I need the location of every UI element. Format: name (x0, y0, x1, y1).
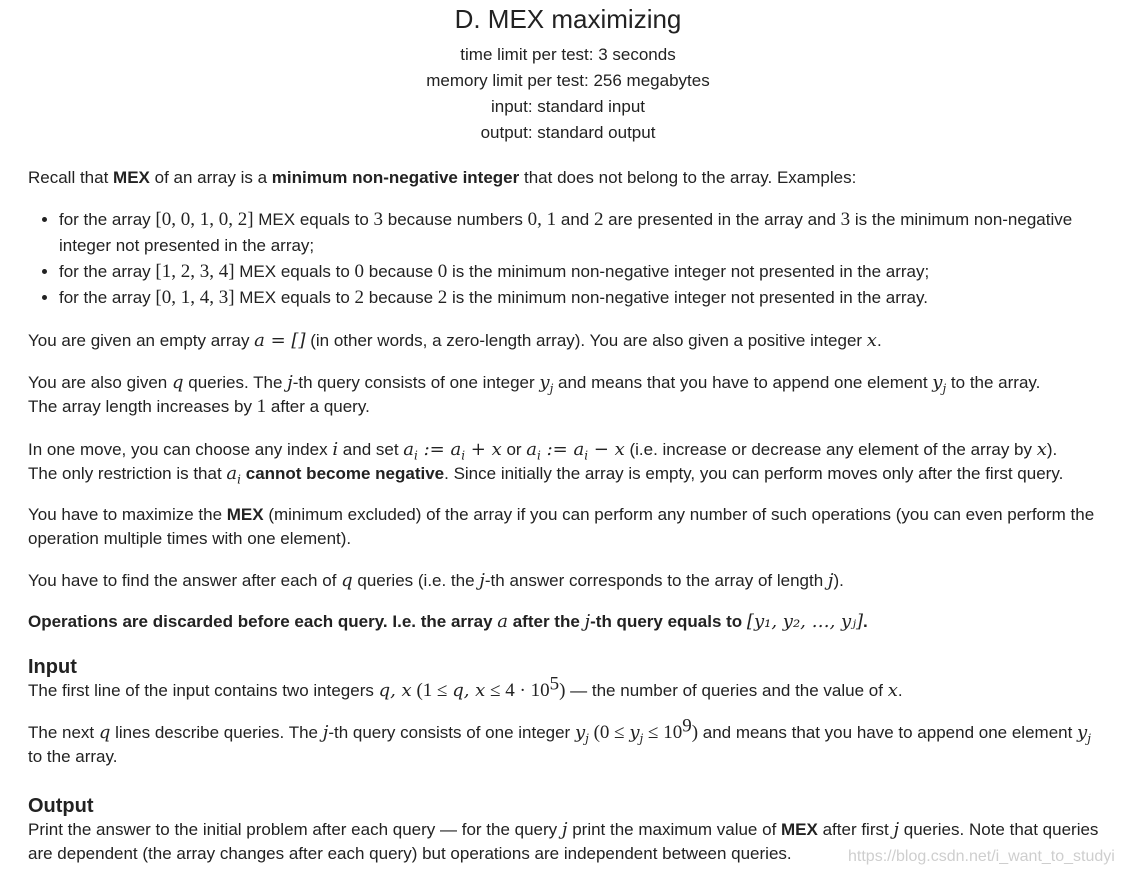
text: queries. The (183, 373, 288, 392)
text: The first line of the input contains two integers (28, 681, 379, 700)
subscript: j (1087, 731, 1091, 746)
math-variable: q (98, 722, 111, 743)
text: MEX equals to (234, 262, 355, 281)
math-variable: j (287, 372, 293, 393)
math-variable: x (1036, 439, 1047, 460)
subscript: j (585, 731, 589, 746)
math-variable (932, 372, 947, 396)
subscript: i (414, 448, 418, 463)
text: a (526, 439, 538, 460)
math-constraint: (1 ≤ (411, 680, 453, 701)
math-expression: a = [] (254, 330, 306, 351)
math-variable: q, x (378, 680, 412, 701)
math-number: 2 (593, 209, 604, 230)
problem-title: D. MEX maximizing (454, 4, 682, 34)
text: to the array. (28, 747, 118, 766)
text: MEX equals to (234, 288, 355, 307)
math-number: 2 (354, 287, 365, 308)
bold-term: MEX (781, 820, 818, 839)
text: The array length increases by (28, 397, 257, 416)
text: Recall that (28, 168, 114, 187)
text: — the number of queries and the value of (565, 681, 888, 700)
input-section-title: Input (28, 656, 77, 678)
discard-paragraph (28, 610, 1108, 634)
text: is the minimum non-negative integer not presented in the array; (447, 262, 930, 281)
bold-term: cannot become negative (245, 464, 445, 483)
input-section (28, 655, 1108, 769)
math-variable: q, x (452, 680, 486, 701)
text: You are also given (28, 373, 172, 392)
math-variable: j (479, 570, 485, 591)
text: and means that you have to append one element (698, 723, 1078, 742)
text: that does not belong to the array. Examples: (519, 168, 857, 187)
math-variable (1077, 722, 1091, 746)
text: -th query consists of one integer (292, 373, 540, 392)
math-number: 0, 1 (527, 209, 557, 230)
subscript: i (584, 448, 589, 463)
text: − x (588, 439, 625, 460)
example-item (59, 207, 1108, 259)
subscript: i (537, 448, 541, 463)
text: In one move, you can choose any index (28, 440, 333, 459)
math-variable: j (584, 611, 591, 632)
output-section-title: Output (28, 795, 94, 817)
example-item (59, 259, 1108, 285)
bold-term: MEX (226, 505, 264, 524)
math-variable: j (827, 570, 834, 591)
text: . (863, 612, 868, 631)
math-number: 3 (373, 209, 384, 230)
math-variable: x (866, 330, 877, 351)
math-variable: j (322, 722, 329, 743)
text: after first (817, 820, 894, 839)
math-constraint: ≤ 10 (643, 722, 683, 743)
math-array: [0, 1, 4, 3] (155, 287, 235, 308)
math-variable (226, 463, 241, 487)
time-limit: time limit per test: 3 seconds (460, 45, 676, 64)
math-number: 0 (437, 261, 448, 282)
intro-paragraph (28, 166, 1108, 190)
text: You are given an empty array (28, 331, 255, 350)
math-variable: i (332, 439, 339, 460)
text: Print the answer to the initial problem after each query — for the query (28, 820, 562, 839)
math-expression (403, 439, 502, 463)
text: y (539, 372, 550, 393)
text: for the array (59, 288, 156, 307)
watermark: https://blog.csdn.net/i_want_to_studyi (848, 848, 1115, 865)
maximize-paragraph (28, 503, 1108, 551)
math-variable: q (171, 372, 184, 393)
bold-term: minimum non-negative integer (271, 168, 520, 187)
text: -th answer corresponds to the array of length (484, 571, 828, 590)
text: Operations are discarded before each query. I.e. the array (28, 612, 498, 631)
text: of an array is a (149, 168, 272, 187)
text: because numbers (383, 210, 528, 229)
math-variable: j (893, 819, 900, 840)
math-array: [1, 2, 3, 4] (155, 261, 235, 282)
subscript: i (461, 448, 466, 463)
text: y (932, 372, 943, 393)
math-number: 1 (256, 396, 267, 417)
text: + x (465, 439, 502, 460)
input-spec: input: standard input (490, 97, 646, 116)
text: lines describe queries. The (110, 723, 323, 742)
math-variable: x (887, 680, 898, 701)
math-variable: a (497, 611, 508, 632)
math-number: 2 (437, 287, 448, 308)
text: and set (338, 440, 404, 459)
superscript: 9 (682, 715, 692, 737)
math-constraint: ) (559, 680, 566, 701)
text: . (897, 681, 903, 700)
text: -th query consists of one integer (328, 723, 575, 742)
text: after the (508, 612, 585, 631)
math-variable (574, 722, 589, 746)
text: (i.e. increase or decrease any element of the array by (624, 440, 1037, 459)
empty-array-paragraph (28, 329, 1108, 353)
text: . (876, 331, 882, 350)
subscript: j (639, 731, 644, 746)
text: after a query. (266, 397, 370, 416)
math-constraint: (0 ≤ (588, 722, 630, 743)
text: for the array (59, 210, 156, 229)
text: a (403, 439, 415, 460)
math-expression: [y₁, y₂, …, yⱼ] (746, 611, 863, 632)
math-array: [0, 0, 1, 0, 2] (155, 209, 254, 230)
text: print the maximum value of (567, 820, 782, 839)
text: for the array (59, 262, 156, 281)
text: The next (28, 723, 99, 742)
math-variable: j (561, 819, 568, 840)
text: and (556, 210, 594, 229)
text: The only restriction is that (28, 464, 227, 483)
math-variable (629, 722, 644, 746)
subscript: i (237, 472, 241, 487)
text: because (364, 262, 438, 281)
queries-paragraph (28, 371, 1108, 419)
text: y (1077, 722, 1088, 743)
text: queries (i.e. the (352, 571, 480, 590)
output-spec: output: standard output (480, 123, 656, 142)
text: y (574, 722, 586, 743)
math-variable (539, 372, 554, 396)
text: (minimum excluded) of the array if you can perform any number of such operations (you can even perform the operation multiple times with one element). (28, 505, 1095, 548)
text: because (364, 288, 438, 307)
text: You have to maximize the (28, 505, 227, 524)
find-answer-paragraph (28, 569, 1108, 593)
text: is the minimum non-negative integer not presented in the array. (447, 288, 928, 307)
text: is the minimum non-negative integer not presented in the array; (59, 210, 1073, 255)
math-number: 3 (840, 209, 851, 230)
problem-header (28, 0, 1108, 146)
text: You have to find the answer after each of (28, 571, 342, 590)
text: or (501, 440, 527, 459)
math-expression (526, 439, 625, 463)
text: ). (1046, 440, 1058, 459)
text: := a (540, 439, 585, 460)
text: -th query equals to (590, 612, 747, 631)
memory-limit: memory limit per test: 256 megabytes (426, 71, 710, 90)
superscript: 5 (549, 673, 560, 695)
text: and means that you have to append one element (553, 373, 933, 392)
move-paragraph (28, 438, 1108, 486)
math-constraint: ≤ 4 · 10 (485, 680, 550, 701)
text: (in other words, a zero-length array). You are also given a positive integer (305, 331, 867, 350)
text: are presented in the array and (603, 210, 841, 229)
text: y (629, 722, 640, 743)
subscript: j (549, 381, 554, 396)
example-item (59, 285, 1108, 311)
math-constraint: ) (691, 722, 699, 743)
math-variable: q (341, 570, 353, 591)
text: MEX equals to (253, 210, 374, 229)
math-number: 0 (354, 261, 365, 282)
examples-list (28, 207, 1108, 311)
text: ). (833, 571, 844, 590)
text: queries. Note that queries are dependent (the array changes after each query) but operations are independent between queries. (28, 820, 1099, 863)
bold-term: MEX (113, 168, 150, 187)
text: to the array. (946, 373, 1041, 392)
text: a (226, 463, 238, 484)
text: := a (417, 439, 462, 460)
text: . Since initially the array is empty, you can perform moves only after the first query. (444, 464, 1064, 483)
subscript: j (942, 381, 947, 396)
